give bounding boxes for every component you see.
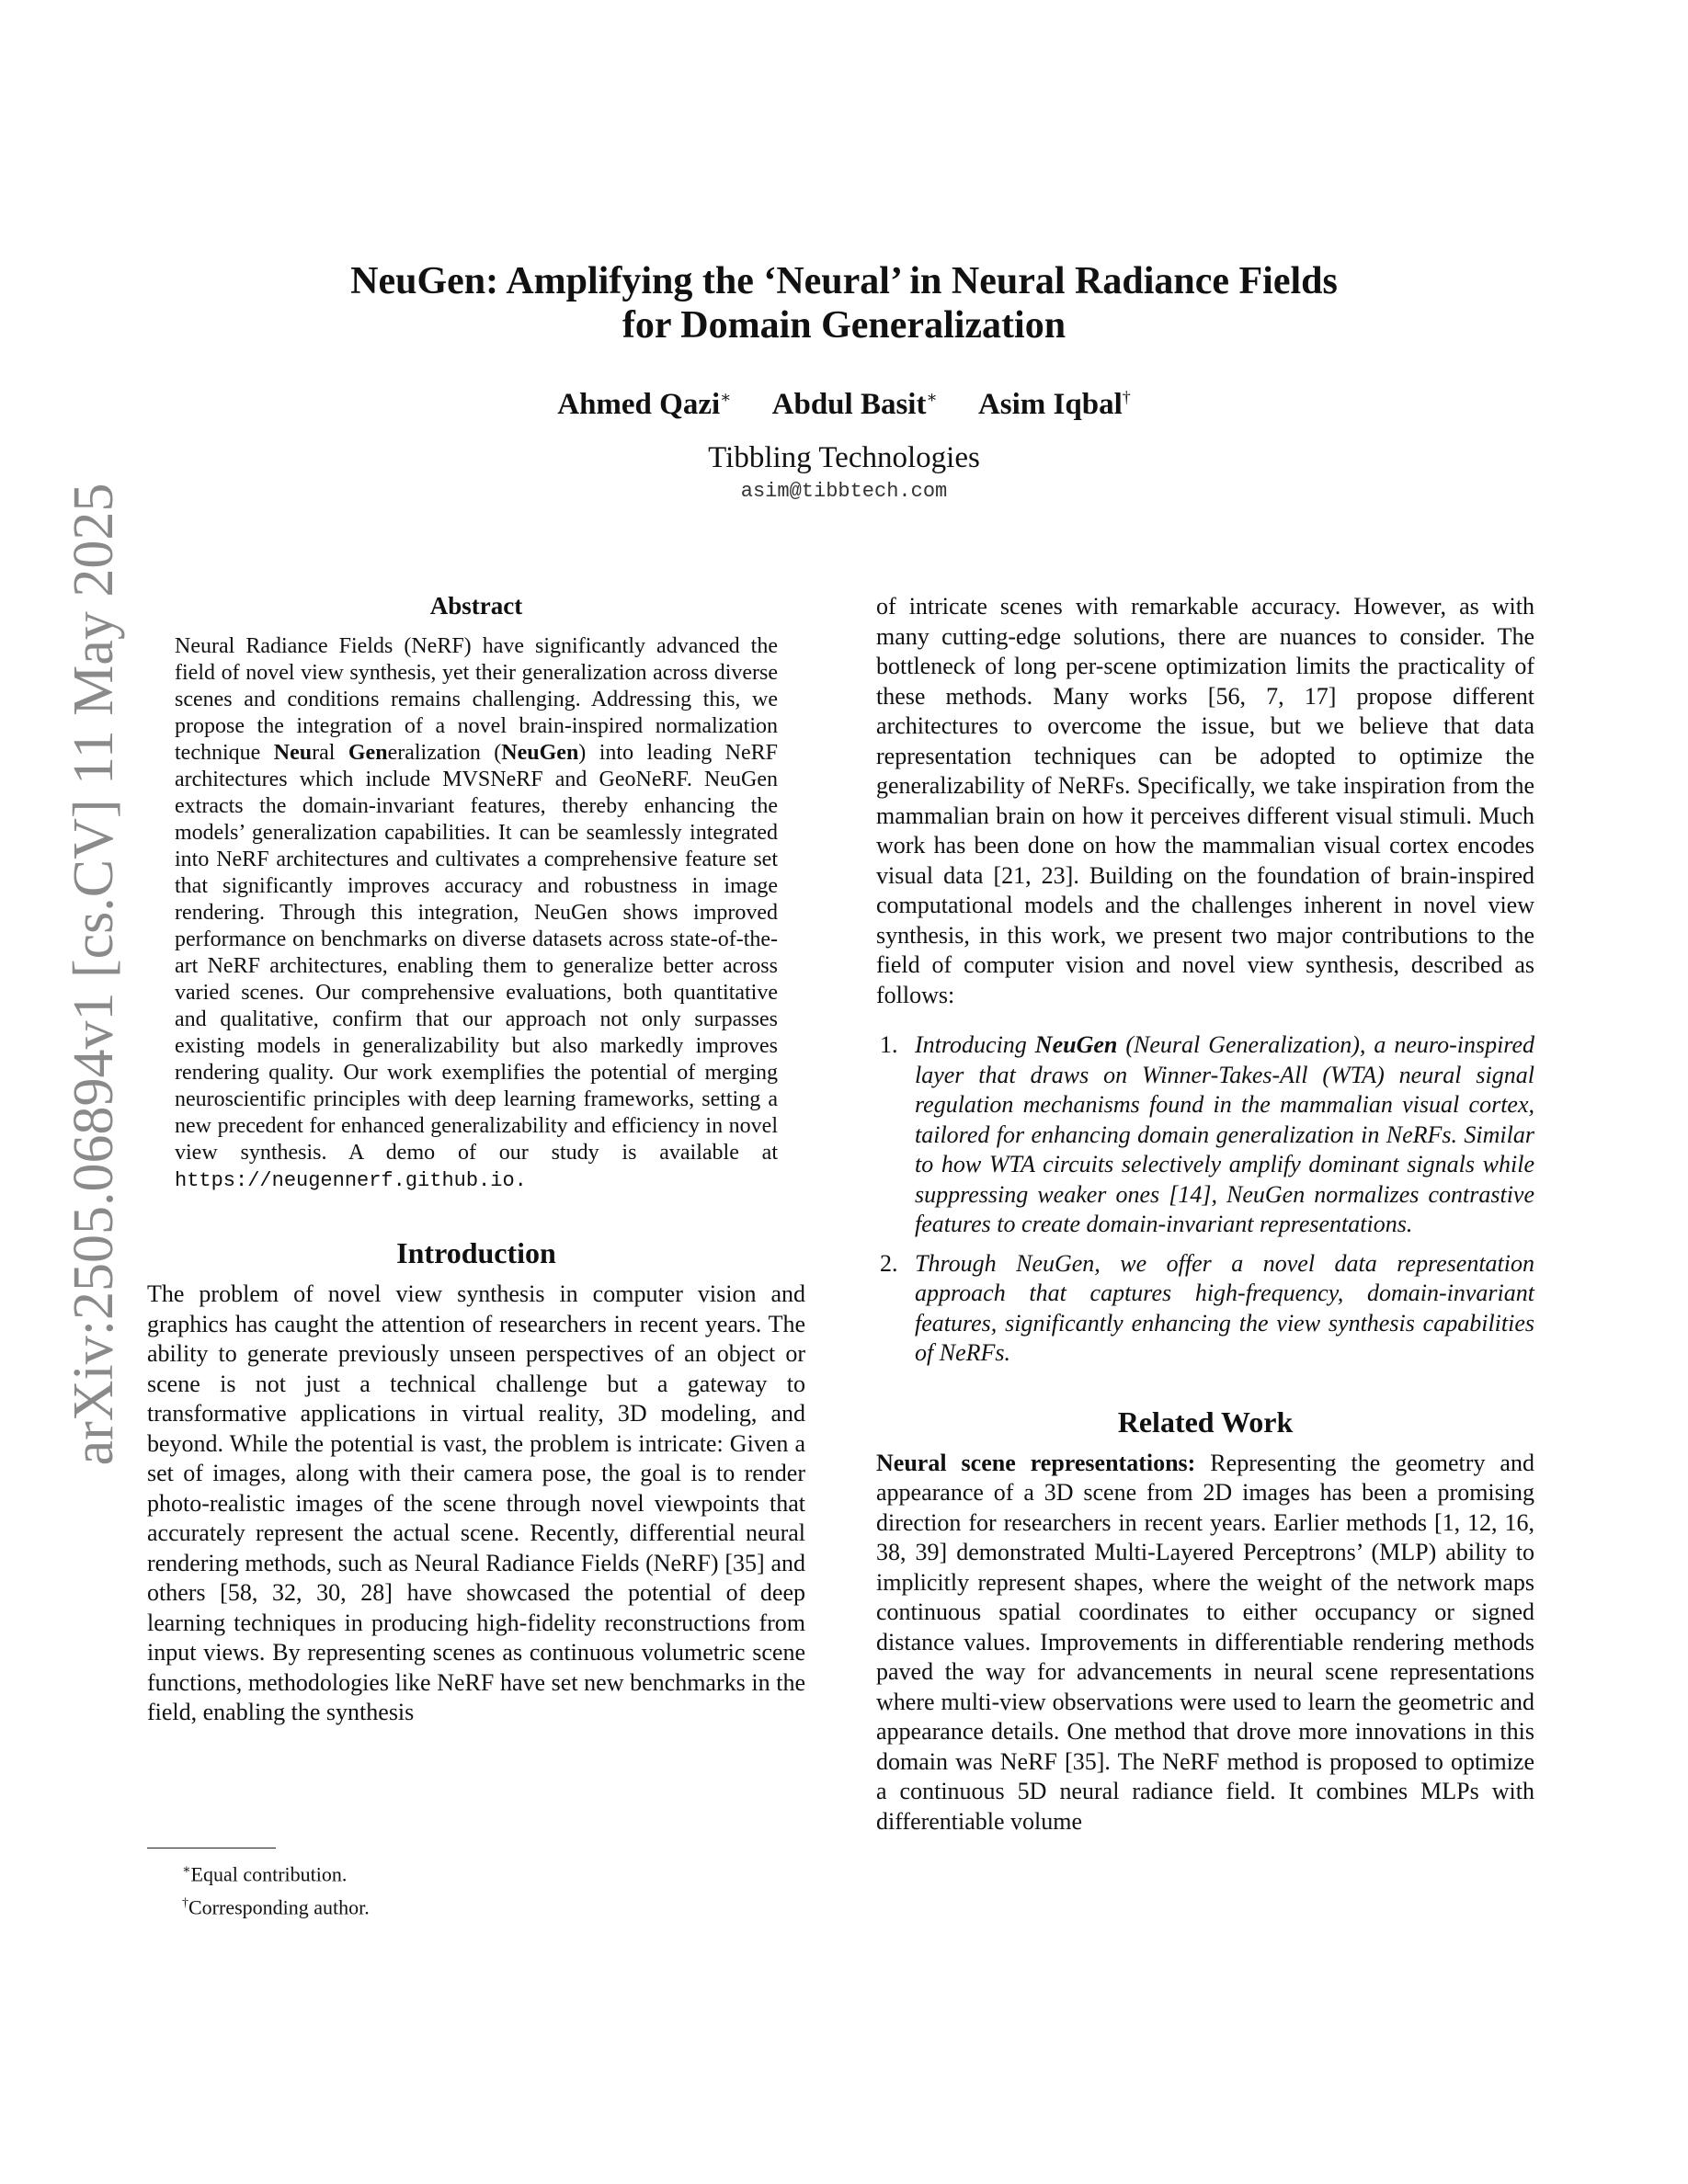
abstract-body bbox=[175, 633, 778, 1194]
abstract-bold: Gen bbox=[348, 741, 388, 765]
list-text bbox=[915, 1030, 1534, 1240]
list-number: 2. bbox=[880, 1249, 898, 1277]
introduction-heading: Introduction bbox=[396, 1236, 556, 1269]
demo-link[interactable]: https://neugennerf.github.io. bbox=[175, 1169, 527, 1192]
list-text bbox=[915, 1249, 1534, 1369]
list-text-part: Through NeuGen, we offer a novel data representation approach that captures high-frequency, domain-invariant features, significantly enhancing the view synthesis capabilities of NeRFs. bbox=[915, 1249, 1534, 1366]
footnote bbox=[147, 1889, 805, 1922]
abstract-text: Neural Radiance Fields (NeRF) have significantly advanced the field of novel view synthesis, yet their generalization across diverse scenes and conditions remains challenging. Addressing this, we propose the integration of a novel brain-inspired normalization technique bbox=[175, 634, 778, 765]
list-number: 1. bbox=[880, 1031, 898, 1058]
related-work-text: Representing the geometry and appearance of a 3D scene from 2D images has been a promising direction for researchers in recent years. Earlier methods [1, 12, 16, 38, 39] demonstrated Multi-Layered Perceptrons’ (MLP) ability to implicitly represent shapes, where the weight of the network maps continuous spatial coordinates to either occupancy or signed distance values. Improvements in differentiable rendering methods paved the way for advancements in neural scene representations where multi-view observations were used to learn the geometric and appearance details. One method that drove more innovations in this domain was NeRF [35]. The NeRF method is proposed to optimize a continuous 5D neural radiance field. It combines MLPs with differentiable volume bbox=[876, 1449, 1534, 1835]
related-work-paragraph bbox=[876, 1449, 1534, 1837]
author-1 bbox=[557, 388, 731, 421]
paper-title bbox=[0, 259, 1688, 347]
author-3 bbox=[978, 388, 1131, 421]
author-email: asim@tibbtech.com bbox=[740, 480, 948, 503]
introduction-continuation: of intricate scenes with remarkable accuracy. However, as with many cutting-edge solutions, there are nuances to consider. The bottleneck of long per-scene optimization limits the practicality of these methods. Many works [56, 7, 17] propose different architectures to overcome the issue, but we believe that data representation techniques can be adopted to optimize the generalizability of NeRFs. Specifically, we take inspiration from the mammalian brain on how it perceives different visual stimuli. Much work has been done on how the mammalian visual cortex encodes visual data [21, 23]. Building on the foundation of brain-inspired computational models and the challenges inherent in novel view synthesis, in this work, we present two major contributions to the field of computer vision and novel view synthesis, described as follows: bbox=[876, 593, 1534, 1008]
footnote-mark: ∗ bbox=[182, 1863, 191, 1877]
author-name: Abdul Basit bbox=[771, 388, 927, 421]
left-column bbox=[147, 592, 805, 1728]
footnote bbox=[147, 1856, 805, 1889]
author-list bbox=[0, 388, 1688, 422]
list-text-part: (Neural Generalization), a neuro-inspired layer that draws on Winner-Takes-All (WTA) neural signal regulation mechanisms found in the mammalian visual cortex, tailored for enhancing domain generalization in NeRFs. Similar to how WTA circuits selectively amplify dominant signals while suppressing weaker ones [14], NeuGen normalizes contrastive features to create domain-invariant representations. bbox=[915, 1031, 1534, 1237]
footnotes bbox=[147, 1848, 805, 1923]
author-mark: † bbox=[1122, 388, 1131, 406]
list-text-part: Introducing bbox=[915, 1031, 1035, 1058]
list-text-bold: NeuGen bbox=[1034, 1031, 1118, 1058]
abstract-text: ral bbox=[312, 741, 348, 765]
related-work-heading: Related Work bbox=[1117, 1405, 1294, 1439]
abstract-bold: Neu bbox=[273, 741, 313, 765]
list-item bbox=[876, 1249, 1534, 1369]
author-mark: ∗ bbox=[720, 388, 732, 406]
list-item bbox=[876, 1030, 1534, 1240]
author-2 bbox=[772, 388, 938, 421]
author-name: Asim Iqbal bbox=[977, 388, 1123, 421]
arxiv-stamp: arXiv:2505.06894v1 [cs.CV] 11 May 2025 bbox=[63, 483, 125, 1466]
title-line-2: for Domain Generalization bbox=[622, 304, 1066, 347]
author-name: Ahmed Qazi bbox=[557, 388, 721, 421]
abstract-text: ) into leading NeRF architectures which include MVSNeRF and GeoNeRF. NeuGen extracts the domain-invariant features, thereby enhancing the models’ generalization capabilities. It can be seamlessly integrated into NeRF architectures and cultivates a comprehensive feature set that significantly improves accuracy and robustness in image rendering. Through this integration, NeuGen shows improved performance on benchmarks on diverse datasets across state-of-the-art NeRF architectures, enabling them to generalize better across varied scenes. Our comprehensive evaluations, both quantitative and qualitative, confirm that our approach not only surpasses existing models in generalizability but also markedly improves rendering quality. Our work exemplifies the potential of merging neuroscientific principles with deep learning frameworks, setting a new precedent for enhanced generalizability and efficiency in novel view synthesis. A demo of our study is available at bbox=[175, 741, 779, 1165]
footnote-mark: † bbox=[182, 1896, 188, 1911]
introduction-paragraph: The problem of novel view synthesis in computer vision and graphics has caught the attention of researchers in recent years. The ability to generate previously unseen perspectives of an object or scene is not just a technical challenge but a gateway to transformative applications in virtual reality, 3D modeling, and beyond. While the potential is vast, the problem is intricate: Given a set of images, along with their camera pose, the goal is to render photo-realistic images of the scene through novel viewpoints that accurately represent the actual scene. Recently, differential neural rendering methods, such as Neural Radiance Fields (NeRF) [35] and others [58, 32, 30, 28] have showcased the potential of deep learning techniques in producing high-fidelity reconstructions from input views. By representing scenes as continuous volumetric scene functions, methodologies like NeRF have set new benchmarks in the field, enabling the synthesis bbox=[147, 1280, 805, 1725]
right-column bbox=[876, 592, 1534, 1837]
affiliation: Tibbling Technologies bbox=[708, 441, 980, 474]
footnote-text: Corresponding author. bbox=[188, 1895, 370, 1919]
title-line-1: NeuGen: Amplifying the ‘Neural’ in Neural Radiance Fields bbox=[350, 260, 1338, 302]
related-work-lead: Neural scene representations: bbox=[876, 1449, 1196, 1476]
footnote-text: Equal contribution. bbox=[190, 1862, 348, 1886]
abstract-text: eralization ( bbox=[387, 741, 502, 765]
abstract-heading: Abstract bbox=[429, 592, 523, 620]
contribution-list bbox=[876, 1030, 1534, 1369]
abstract-bold: NeuGen bbox=[501, 741, 579, 765]
author-mark: ∗ bbox=[926, 388, 938, 406]
